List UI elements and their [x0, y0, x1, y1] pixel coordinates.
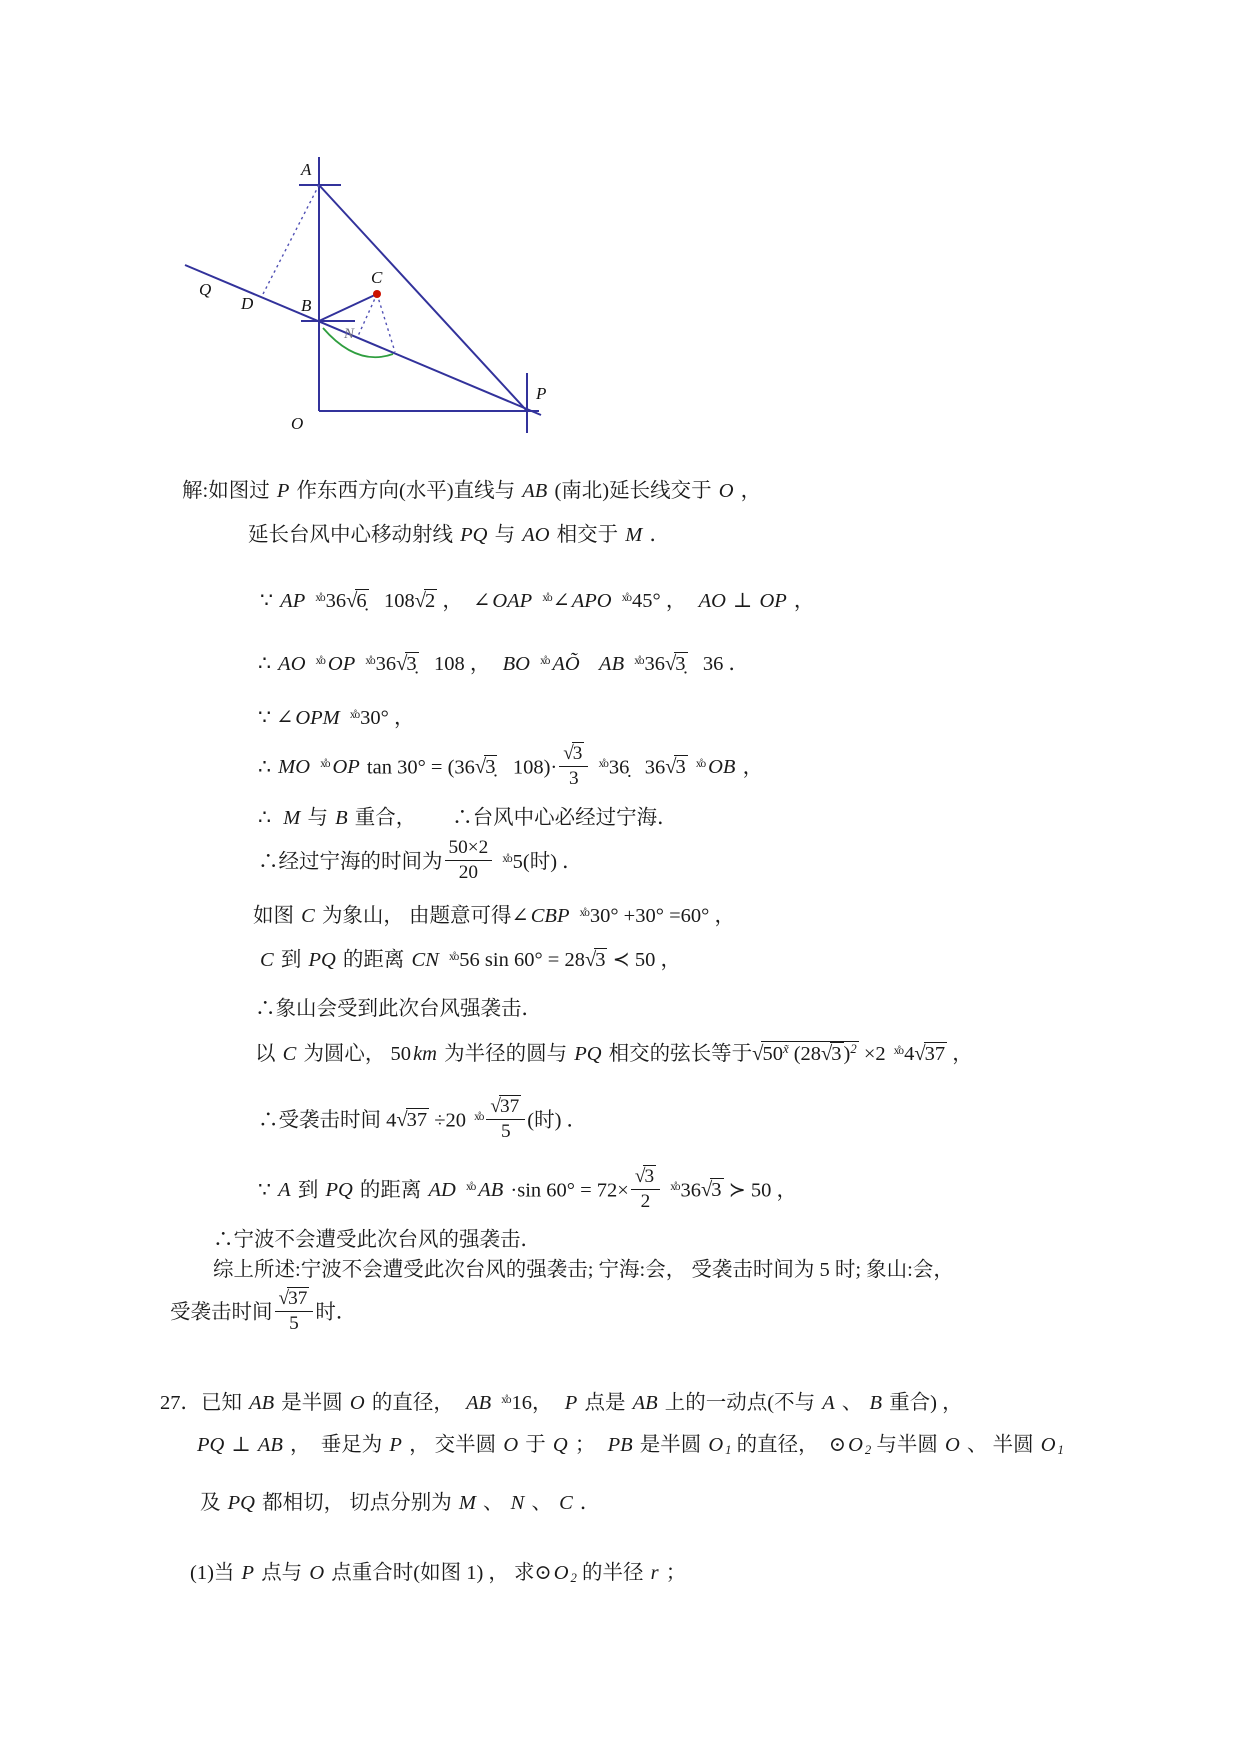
problem-line-1: 27．已知 AB 是半圆 O 的直径， AB x̊o16， P 点是 AB 上的一动点(不与 A 、 B 重合) ， [160, 1392, 963, 1415]
label-d: D [241, 294, 254, 313]
problem-line-2: PQ ⊥ AB ， 垂足为 P ， 交半圆 O 于 Q ； PB 是半圆 O 1 的直径， ⊙O 2 与半圆 O 、 半圆 O 1 [197, 1434, 1064, 1458]
line-ap [319, 185, 527, 411]
dotted-c-foot [377, 294, 395, 352]
label-n: N [344, 326, 355, 342]
solution-line-9: 如图 C 为象山， 由题意可得∠CBP x̊o30° +30° =60° ， [253, 905, 735, 928]
solution-line-13: ∴受袭击时间 4√37 ÷20 x̊o $\frac{√37}{5}$ (时) ． [258, 1096, 588, 1142]
problem-line-4: (1)当 P 点与 O 点重合时(如图 1) ， 求⊙O 2 的半径 r ； [190, 1562, 687, 1586]
solution-line-2: 延长台风中心移动射线 PQ 与 AO 相交于 M ． [248, 524, 670, 546]
solution-line-7: ∴ M 与 B 重合， ∴台风中心必经过宁海． [258, 807, 678, 829]
solution-line-5: ∵ ∠OPM x̊o30° ， [258, 707, 415, 730]
geometry-diagram [165, 135, 565, 435]
label-p: P [536, 384, 547, 403]
solution-line-11: ∴象山会受到此次台风强袭击． [255, 998, 542, 1020]
dotted-cn [358, 294, 377, 336]
solution-line-14: ∵ A 到 PQ 的距离 AD x̊o AB ·sin 60° = 72× $\frac{√3}{2}$ x̊o36√3 ≻ 50 ， [258, 1166, 798, 1212]
arc-green [323, 328, 393, 357]
label-c: C [371, 268, 383, 287]
label-o: O [291, 414, 304, 433]
solution-line-16: 综上所述:宁波不会遭受此次台风的强袭击; 宁海:会， 受袭击时间为 5 时; 象山:会， [213, 1259, 954, 1281]
solution-line-12: 以 C 为圆心， 50km 为半径的圆与 PQ 相交的弦长等于$√50^{x̃}$ $(28√3)^2 \times 2$ x̊o4√37 ， [255, 1042, 973, 1066]
dotted-ad [262, 185, 319, 296]
label-a: A [301, 160, 312, 179]
line-qp [185, 265, 541, 415]
problem-line-3: 及 PQ 都相切， 切点分别为 M 、 N 、 C ． [200, 1492, 601, 1514]
segment-bc [319, 294, 377, 321]
label-q: Q [199, 280, 212, 299]
solution-line-17: 受袭击时间 $\frac{√37}{5}$ 时． [170, 1288, 357, 1334]
point-c [373, 290, 381, 298]
solution-line-10: C 到 PQ 的距离 CN x̊o56 sin 60° = 28√3 ≺ 50 ， [260, 949, 682, 972]
solution-line-3: ∵ AP x̊o36√6̣ 108√2 ， ∠OAP x̊o∠APO x̊o45° ， AO ⊥ OP ， [260, 590, 815, 613]
solution-line-4: ∴ AO x̊o OP x̊o36√3̣ 108 ， BO x̊o AÕ AB x̊o36√3̣ 36 ． [258, 653, 749, 676]
solution-line-15: ∴宁波不会遭受此次台风的强袭击． [213, 1229, 541, 1251]
label-b: B [301, 296, 312, 315]
solution-line-1: 解:如图过 P 作东西方向(水平)直线与 AB (南北)延长线交于 O ， [182, 480, 762, 502]
solution-line-6: ∴ MO x̊o OP tan 30° = (36√3̣ 108)· $\frac{√3}{3}$ x̊o36̣ 36√3 x̊o OB ， [258, 743, 764, 789]
solution-line-8: ∴经过宁海的时间为 $\frac{50\times 2}{20}$ x̊o5(时) ． [258, 837, 583, 883]
